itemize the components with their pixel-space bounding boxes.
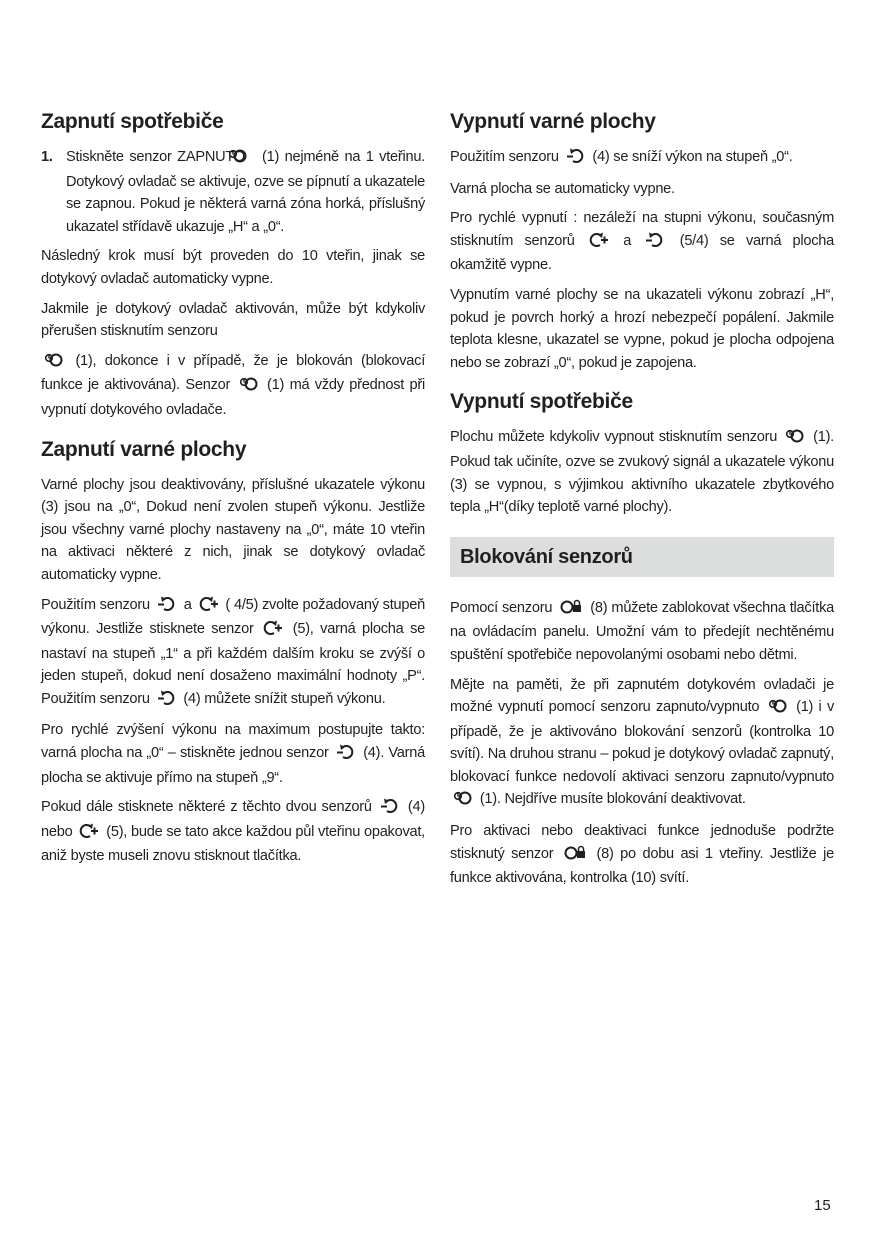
power-sensor-icon [785, 428, 805, 451]
text-run: (4) nebo [41, 799, 425, 840]
text-run: a [623, 232, 632, 249]
power-sensor-icon [453, 790, 473, 813]
text-run: (5), varná plocha se nastaví na stupeň „1“ a při každém dalším kroku se zvýší o jeden stupeň, dokud není dosaženo maximální hodnoty „P“. Použitím senzoru [41, 621, 425, 707]
text-run: (4) se sníží výkon na stupeň „0“. [592, 149, 793, 165]
plus-sensor-icon [79, 823, 99, 846]
paragraph [450, 597, 834, 667]
plus-sensor-icon [199, 596, 219, 619]
text-run: (8) po dobu asi 1 vteřiny. Jestliže je funkce aktivována, kontrolka (10) svítí. [450, 845, 834, 887]
left-column [41, 108, 425, 875]
plus-sensor-icon [263, 620, 283, 643]
text-run: Pomocí senzoru [450, 599, 553, 616]
step-number: 1. [41, 149, 53, 165]
paragraph [41, 796, 425, 868]
section-heading: Zapnutí spotřebiče [41, 110, 224, 133]
section-heading: Vypnutí varné plochy [450, 110, 656, 133]
text-run: Pro aktivaci nebo deaktivaci funkce jednoduše podržte stisknutý senzor [450, 823, 834, 862]
text-run: Následný krok musí být proveden do 10 vteřin, jinak se dotykový ovladač automaticky vypne. [41, 248, 425, 287]
text-run: Pro rychlé zvýšení výkonu na maximum postupujte takto: varná plocha na „0“ – stiskněte jednou senzor [41, 722, 425, 762]
text-run: Vypnutím varné plochy se na ukazateli výkonu zobrazí „H“, pokud je povrch horký a hrozí nebezpečí popálení. Jakmile teplota klesne, ukazatel se vypne, pokud je plocha odpojena nebo se zobrazí „0“, pokud je zapojena. [450, 286, 834, 371]
plus-sensor-icon [589, 232, 609, 255]
minus-sensor-icon [157, 596, 177, 619]
paragraph [450, 674, 834, 814]
text-run: (4). Varná plocha se aktivuje přímo na stupeň „9“. [41, 745, 425, 786]
paragraph [450, 426, 834, 518]
section-heading: Vypnutí spotřebiče [450, 390, 633, 414]
text-run: ( 4/5) zvolte požadovaný stupeň výkonu. Jestliže stisknete senzor [41, 596, 425, 638]
text-run: (1) má vždy přednost při vypnutí dotykového ovladače. [41, 377, 425, 418]
minus-sensor-icon [380, 798, 400, 821]
minus-sensor-icon [566, 148, 586, 171]
page-number: 15 [814, 1197, 831, 1214]
lock-sensor-icon [559, 599, 583, 622]
paragraph [450, 284, 834, 374]
section-heading: Zapnutí varné plochy [41, 437, 247, 461]
numbered-step [41, 146, 425, 238]
paragraph [450, 178, 834, 201]
paragraph [41, 594, 425, 713]
text-run: (1). Nejdříve musíte blokování deaktivovat. [479, 791, 746, 808]
text-run: (5), bude se tato akce každou půl vteřinu opakovat, aniž byste museli znovu stisknout tlačítka. [41, 823, 425, 865]
power-sensor-icon [239, 376, 259, 399]
text-run: (1), dokonce i v případě, že je blokován (blokovací funkce je aktivována). Senzor [41, 352, 425, 394]
text-run: Mějte na paměti, že při zapnutém dotykovém ovladači je možné vypnutí pomocí senzoru zapnuto/vypnuto [450, 676, 834, 716]
paragraph [41, 350, 425, 422]
section-heading-box [450, 537, 834, 577]
text-run: Varná plocha se automaticky vypne. [450, 180, 675, 197]
text-run: (1). Pokud tak učiníte, ozve se zvukový signál a ukazatele výkonu (3) se vypnou, s výjimkou aktivního ukazatele zbytkového tepla „H“(díky teplotě varné plochy). [450, 429, 834, 516]
paragraph [41, 719, 425, 789]
paragraph [450, 146, 834, 171]
minus-sensor-icon [157, 690, 177, 713]
text-run: (5/4) se varná plocha okamžitě vypne. [450, 232, 834, 274]
text-run: Jakmile je dotykový ovladač aktivován, může být kdykoliv přerušen stisknutím senzoru [41, 300, 425, 340]
text-run: a [183, 596, 192, 613]
text-run: (4) můžete snížit stupeň výkonu. [183, 690, 386, 707]
text-run: (1) nejméně na 1 vteřinu. Dotykový ovladač se aktivuje, ozve se pípnutí a ukazatele se zapnou. Pokud je některá varná zóna horká, příslušný ukazatel střídavě ukazuje „H“ a „0“. [66, 149, 426, 235]
section-heading: Blokování senzorů [460, 545, 633, 568]
text-run: (8) můžete zablokovat všechna tlačítka na ovládacím panelu. Umožní vám to předejít nechtěnému spuštění spotřebiče nepovolanými osobami nebo dětmi. [450, 599, 834, 663]
paragraph [450, 207, 834, 277]
paragraph [41, 298, 425, 343]
text-run: Stiskněte senzor ZAPNUTO [66, 149, 245, 165]
minus-sensor-icon [336, 744, 356, 767]
text-run: Použitím senzoru [41, 596, 150, 613]
lock-sensor-icon [563, 845, 587, 868]
paragraph [450, 820, 834, 890]
minus-sensor-icon [645, 232, 665, 255]
power-sensor-icon [44, 352, 64, 375]
text-run: Pro rychlé vypnutí : nezáleží na stupni výkonu, současným stisknutím senzorů [450, 210, 834, 249]
text-run: Použitím senzoru [450, 149, 559, 165]
text-run: (1) i v případě, že je aktivováno blokování senzorů (kontrolka 10 svítí). Na druhou stranu – pokud je dotykový ovladač zapnutý, blokovací funkce nedovolí aktivaci senzoru zapnuto/vypnuto [450, 699, 834, 785]
text-run: Plochu můžete kdykoliv vypnout stisknutím senzoru [450, 429, 778, 446]
text-run: Varné plochy jsou deaktivovány, příslušné ukazatele výkonu (3) jsou na „0“, Dokud není zvolen stupeň výkonu. Jestliže jsou všechny varné plochy nastaveny na „0“, máte 10 vteřin na aktivaci některé z nich, jinak se dotykový ovladač automaticky vypne. [41, 476, 425, 583]
power-sensor-icon [768, 698, 788, 721]
right-column [450, 108, 834, 897]
paragraph [41, 474, 425, 587]
text-run: Pokud dále stisknete některé z těchto dvou senzorů [41, 799, 372, 816]
paragraph [41, 245, 425, 290]
